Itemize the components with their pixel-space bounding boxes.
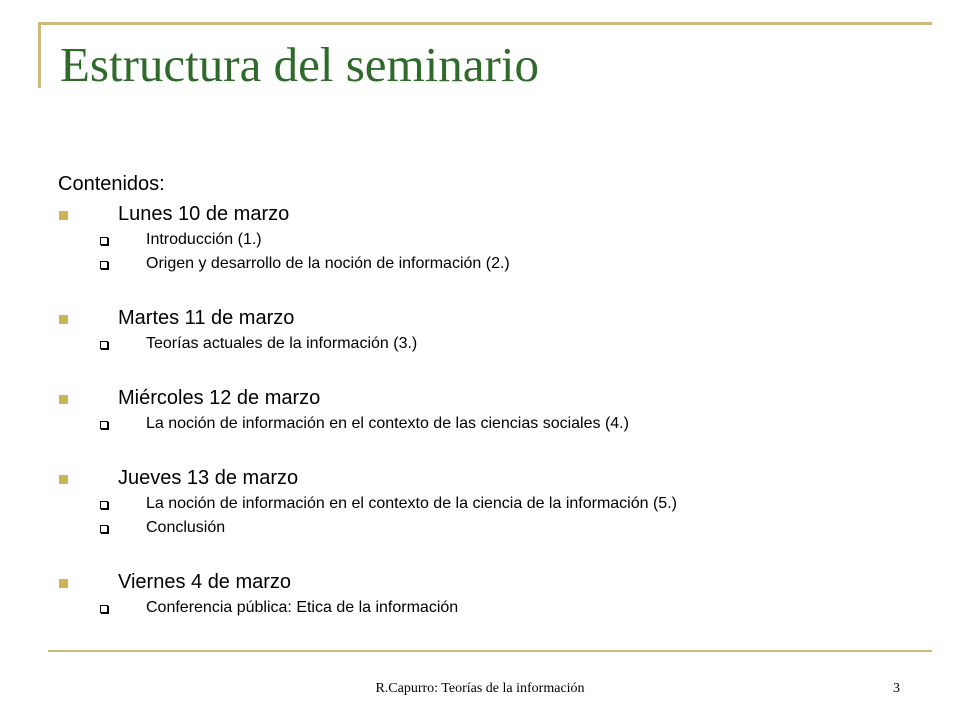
topic-text: Conclusión [146, 519, 226, 536]
list-item [58, 569, 918, 596]
slide-content [58, 170, 918, 620]
list-item [58, 492, 918, 516]
list-item [58, 596, 918, 620]
list-item [58, 252, 918, 276]
filled-square-bullet-icon [59, 395, 68, 404]
topic-text: Teorías actuales de la información (3.) [146, 335, 418, 352]
day-heading: Martes 11 de marzo [118, 307, 295, 329]
footer-text: R.Capurro: Teorías de la información [375, 681, 585, 696]
slide-title: Estructura del seminario [60, 37, 539, 92]
list-item [58, 465, 918, 492]
hollow-square-bullet-icon [100, 525, 108, 533]
day-heading: Miércoles 12 de marzo [118, 387, 321, 409]
topic-text: La noción de información en el contexto de las ciencias sociales (4.) [146, 415, 629, 432]
list-item [58, 385, 918, 412]
list-item [58, 412, 918, 436]
contents-intro: Contenidos: [58, 173, 165, 195]
filled-square-bullet-icon [59, 475, 68, 484]
filled-square-bullet-icon [59, 579, 68, 588]
day-heading: Jueves 13 de marzo [118, 467, 299, 489]
list-item [58, 201, 918, 228]
hollow-square-bullet-icon [100, 605, 108, 613]
page-number: 3 [893, 681, 900, 696]
list-item [58, 228, 918, 252]
list-item [58, 332, 918, 356]
title-frame-top-line [38, 22, 932, 25]
day-heading: Lunes 10 de marzo [118, 203, 290, 225]
hollow-square-bullet-icon [100, 237, 108, 245]
hollow-square-bullet-icon [100, 261, 108, 269]
hollow-square-bullet-icon [100, 341, 108, 349]
footer-divider [48, 650, 932, 652]
hollow-square-bullet-icon [100, 501, 108, 509]
day-group-thursday [58, 465, 918, 540]
topic-text: Conferencia pública: Etica de la información [146, 599, 459, 616]
topic-text: Introducción (1.) [146, 231, 262, 248]
filled-square-bullet-icon [59, 315, 68, 324]
list-item [58, 516, 918, 540]
day-group-wednesday [58, 385, 918, 436]
topic-text: La noción de información en el contexto de la ciencia de la información (5.) [146, 495, 677, 512]
hollow-square-bullet-icon [100, 421, 108, 429]
title-frame-left-line [38, 22, 41, 88]
topic-text: Origen y desarrollo de la noción de información (2.) [146, 255, 510, 272]
day-group-monday [58, 201, 918, 276]
day-heading: Viernes 4 de marzo [118, 571, 292, 593]
day-group-tuesday [58, 305, 918, 356]
filled-square-bullet-icon [59, 211, 68, 220]
list-item [58, 305, 918, 332]
day-group-friday [58, 569, 918, 620]
